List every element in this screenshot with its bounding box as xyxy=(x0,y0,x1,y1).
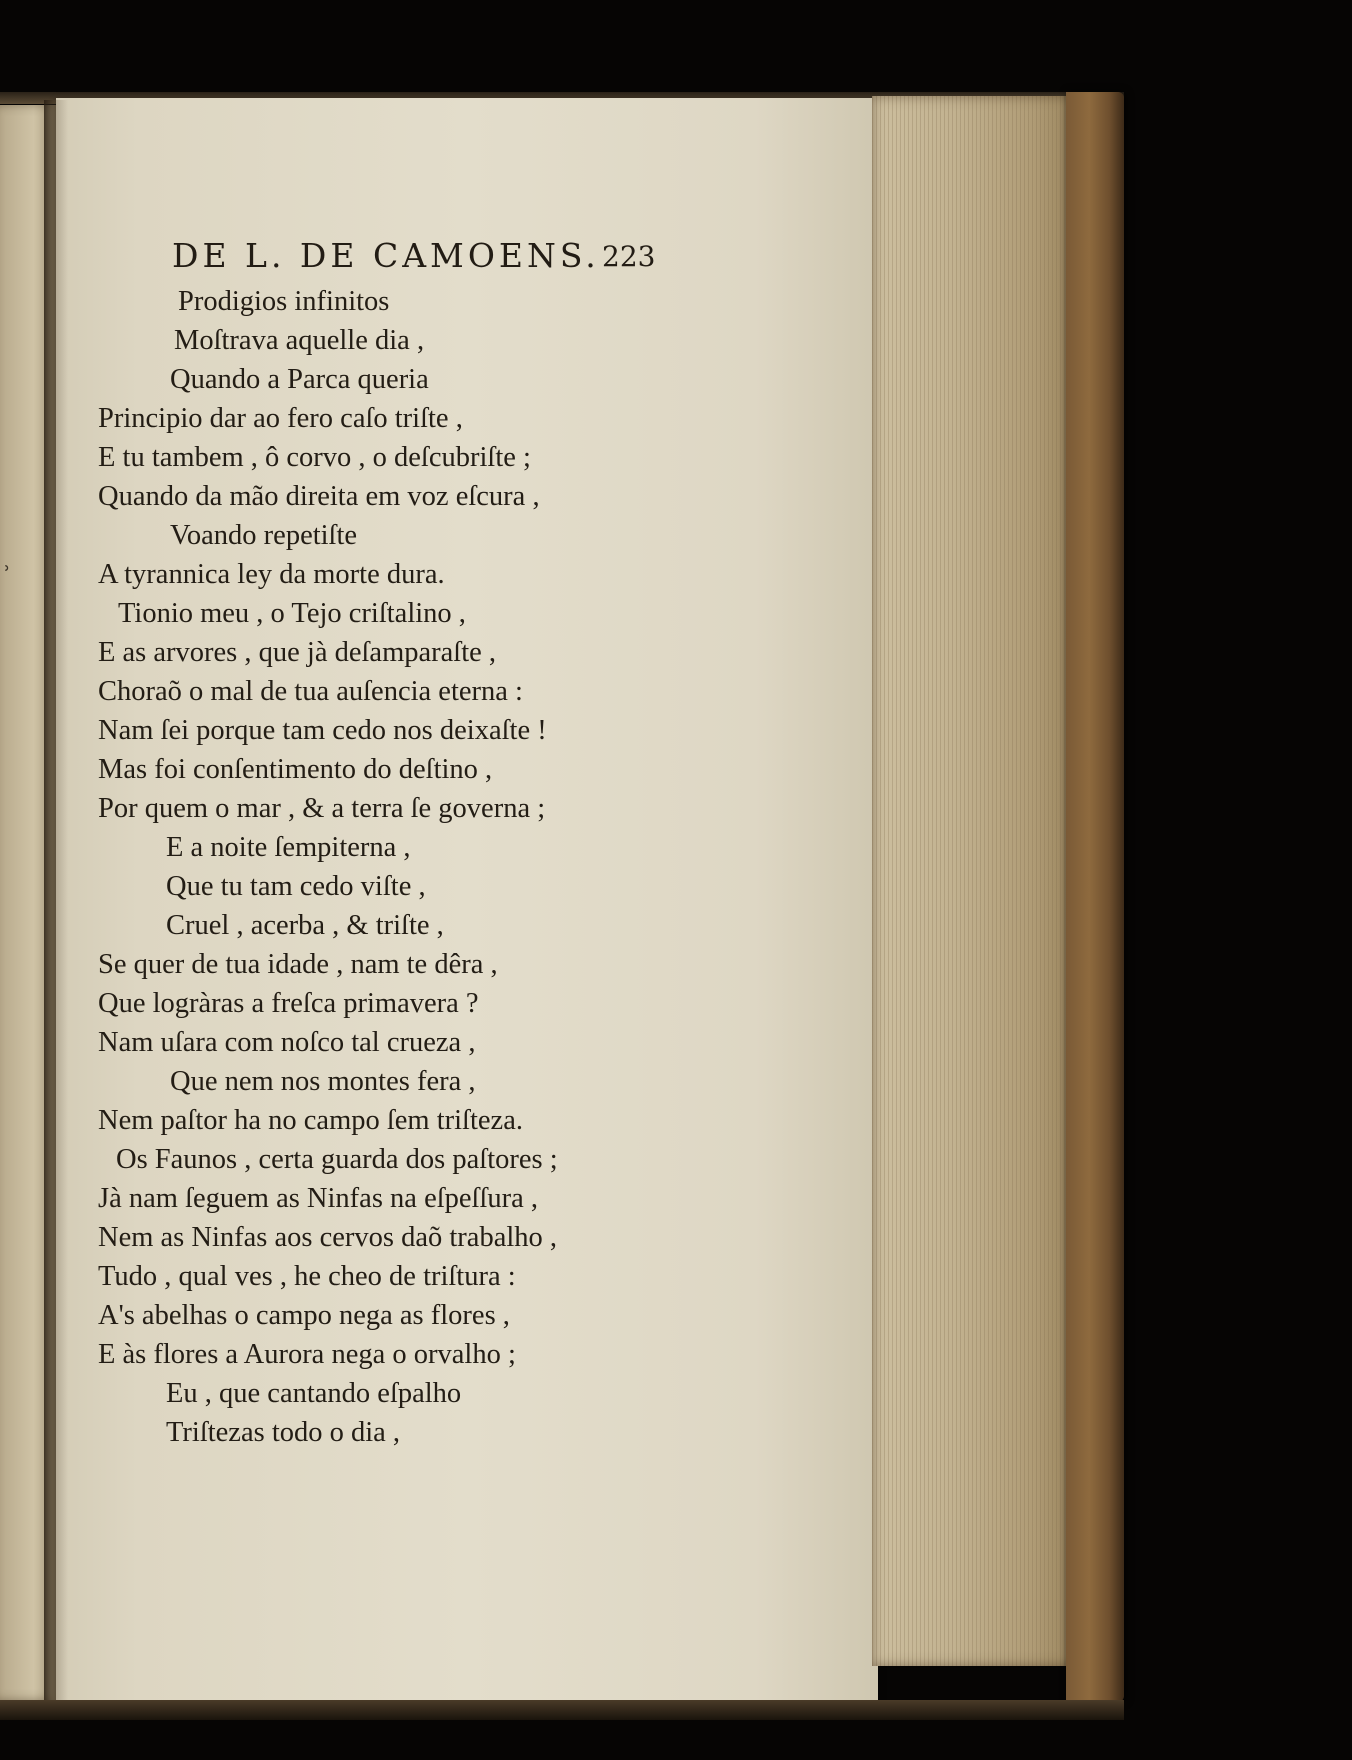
left-margin-mark: ʾ xyxy=(4,563,11,588)
verse-line: Moſtrava aquelle dia , xyxy=(174,325,425,356)
verse-line: Que nem nos montes fera , xyxy=(170,1066,476,1097)
verse-line: Principio dar ao fero caſo triſte , xyxy=(98,403,463,434)
gutter-shadow xyxy=(44,100,68,1705)
page-number: 223 xyxy=(602,240,656,273)
verse-line: Que tu tam cedo viſte , xyxy=(166,871,426,902)
verse-line: Tionio meu , o Tejo criſtalino , xyxy=(118,598,466,629)
book-bottom-edge xyxy=(0,1700,1124,1720)
verse-line: Tudo , qual ves , he cheo de triſtura : xyxy=(98,1261,516,1292)
verse-line: Cruel , acerba , & triſte , xyxy=(166,910,444,941)
verse-line: Choraõ o mal de tua auſencia eterna : xyxy=(98,676,523,707)
verse-line: Prodigios infinitos xyxy=(178,286,390,317)
verse-line: Quando a Parca queria xyxy=(170,364,429,395)
running-head: DE L. DE CAMOENS. xyxy=(172,236,600,275)
verse-line: Os Faunos , certa guarda dos paſtores ; xyxy=(116,1144,558,1175)
verse-line: Nam uſara com noſco tal crueza , xyxy=(98,1027,476,1058)
page-fore-edge xyxy=(872,96,1072,1666)
verse-line: E às flores a Aurora nega o orvalho ; xyxy=(98,1339,516,1370)
verse-line: Nam ſei porque tam cedo nos deixaſte ! xyxy=(98,715,547,746)
verse-line: Triſtezas todo o dia , xyxy=(166,1417,401,1448)
verse-line: E tu tambem , ô corvo , o deſcubriſte ; xyxy=(98,442,531,473)
verse-line: E a noite ſempiterna , xyxy=(166,832,411,863)
verse-line: A tyrannica ley da morte dura. xyxy=(98,559,445,590)
verse-line: Se quer de tua idade , nam te dêra , xyxy=(98,949,498,980)
verse-line: Mas foi conſentimento do deſtino , xyxy=(98,754,493,785)
verse-line: Quando da mão direita em voz eſcura , xyxy=(98,481,540,512)
leather-cover xyxy=(1066,92,1124,1702)
verse-line: Nem paſtor ha no campo ſem triſteza. xyxy=(98,1105,523,1136)
verse-line: Jà nam ſeguem as Ninfas na eſpeſſura , xyxy=(98,1183,539,1214)
verse-line: Voando repetiſte xyxy=(170,520,358,551)
verse-line: Nem as Ninfas aos cervos daõ trabalho , xyxy=(98,1222,558,1253)
verse-line: A's abelhas o campo nega as flores , xyxy=(98,1300,510,1331)
verse-line: Eu , que cantando eſpalho xyxy=(166,1378,462,1409)
verse-line: Que logràras a freſca primavera ? xyxy=(98,988,479,1019)
verse-line: E as arvores , que jà deſamparaſte , xyxy=(98,637,497,668)
verse-line: Por quem o mar , & a terra ſe governa ; xyxy=(98,793,546,824)
